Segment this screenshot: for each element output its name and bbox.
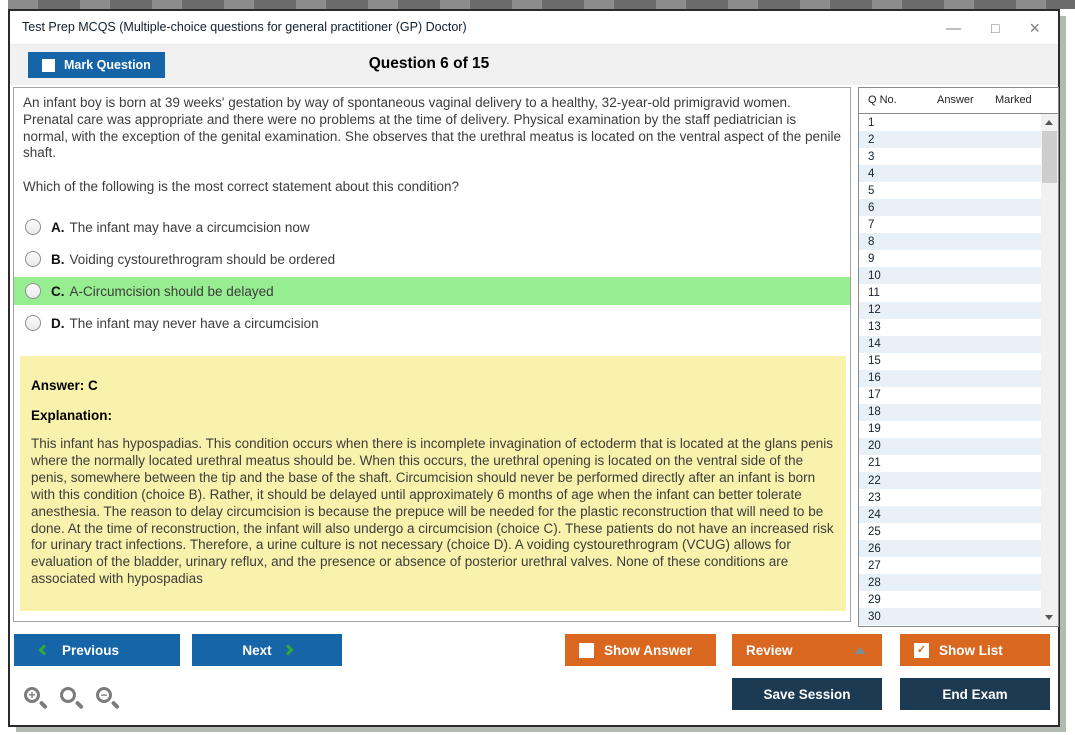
options-list [14, 213, 850, 337]
scroll-up-icon[interactable] [1045, 120, 1053, 125]
cell-qno: 21 [868, 457, 881, 470]
cell-qno: 27 [868, 559, 881, 572]
radio-icon[interactable] [25, 315, 41, 331]
question-list-row[interactable] [859, 591, 1041, 608]
zoom-in-icon[interactable] [24, 687, 50, 713]
save-session-label: Save Session [763, 686, 851, 702]
end-exam-label: End Exam [942, 686, 1008, 702]
cell-qno: 15 [868, 355, 881, 368]
zoom-tools [24, 687, 122, 713]
triangle-up-icon [854, 647, 866, 654]
option-letter: D. [51, 315, 65, 331]
option-c[interactable] [14, 277, 850, 305]
question-list-row[interactable] [859, 165, 1041, 182]
cell-qno: 25 [868, 525, 881, 538]
question-panel [13, 87, 851, 622]
close-icon[interactable]: × [1029, 18, 1040, 38]
question-list-row[interactable] [859, 353, 1041, 370]
question-stem: An infant boy is born at 39 weeks' gestation by way of spontaneous vaginal delivery to a healthy, 32-year-old primigravid women. Prenatal care was appropriate and there were no problems at the time of delivery. Physical examination by the staff pediatrician is normal, with the exception of the genital examination. She observes that the urethral meatus is located on the ventral aspect of the penile shaft. [23, 95, 841, 161]
chevron-left-icon [38, 644, 49, 655]
question-list-row[interactable] [859, 199, 1041, 216]
question-list-row[interactable] [859, 455, 1041, 472]
cell-qno: 1 [868, 116, 875, 129]
cell-qno: 3 [868, 150, 875, 163]
option-letter: B. [51, 251, 65, 267]
cell-qno: 30 [868, 610, 881, 623]
question-list-row[interactable] [859, 438, 1041, 455]
review-button[interactable] [732, 634, 882, 666]
answer-label: Answer: C [31, 378, 98, 393]
app-window [8, 9, 1060, 727]
previous-label: Previous [62, 642, 120, 658]
cell-qno: 6 [868, 201, 875, 214]
cell-qno: 29 [868, 593, 881, 606]
cell-qno: 2 [868, 133, 875, 146]
cell-qno: 8 [868, 235, 875, 248]
question-list-row[interactable] [859, 233, 1041, 250]
cell-qno: 11 [868, 286, 880, 299]
option-d[interactable] [14, 309, 850, 337]
question-list-row[interactable] [859, 250, 1041, 267]
column-header-marked: Marked [995, 94, 1032, 106]
next-label: Next [242, 642, 272, 658]
question-list-row[interactable] [859, 574, 1041, 591]
magnifier-icon[interactable] [60, 687, 86, 713]
cell-qno: 20 [868, 440, 881, 453]
cell-qno: 9 [868, 252, 875, 265]
radio-icon[interactable] [25, 283, 41, 299]
question-list-row[interactable] [859, 114, 1041, 131]
question-list-row[interactable] [859, 370, 1041, 387]
option-letter: C. [51, 283, 65, 299]
cell-qno: 14 [868, 338, 881, 351]
option-text: The infant may never have a circumcision [69, 315, 319, 331]
show-list-label: Show List [939, 642, 1003, 658]
zoom-out-icon[interactable] [96, 687, 122, 713]
save-session-button[interactable] [732, 678, 882, 710]
cell-qno: 10 [868, 269, 881, 282]
question-list-rows [859, 114, 1041, 626]
scroll-down-icon[interactable] [1045, 615, 1053, 620]
window-title: Test Prep MCQS (Multiple-choice questions for general practitioner (GP) Doctor) [22, 20, 467, 34]
radio-icon[interactable] [25, 251, 41, 267]
question-list-row[interactable] [859, 319, 1041, 336]
check-icon: ✓ [916, 643, 927, 656]
question-prompt: Which of the following is the most correct statement about this condition? [23, 179, 459, 195]
window-controls [946, 11, 1040, 45]
cell-qno: 28 [868, 576, 881, 589]
question-list-row[interactable] [859, 608, 1041, 625]
explanation-label: Explanation: [31, 408, 113, 423]
question-list-row[interactable] [859, 404, 1041, 421]
question-list-sidebar [858, 87, 1059, 627]
show-list-button[interactable] [900, 634, 1050, 666]
option-text: Voiding cystourethrogram should be ordered [69, 251, 336, 267]
explanation-box [20, 356, 846, 611]
cell-qno: 7 [868, 218, 875, 231]
question-list-row[interactable] [859, 506, 1041, 523]
magnifier-lens [60, 687, 76, 703]
end-exam-button[interactable] [900, 678, 1050, 710]
title-bar [10, 11, 1058, 45]
minimize-icon[interactable]: — [946, 19, 962, 37]
option-a[interactable] [14, 213, 850, 241]
question-counter: Question 6 of 15 [368, 55, 490, 72]
question-list-row[interactable] [859, 182, 1041, 199]
question-list-row[interactable] [859, 421, 1041, 438]
zoom-out-sign: − [96, 687, 112, 703]
question-list-row[interactable] [859, 387, 1041, 404]
cell-qno: 12 [868, 304, 881, 317]
previous-button[interactable] [14, 634, 180, 666]
question-list-row[interactable] [859, 148, 1041, 165]
cell-qno: 13 [868, 321, 881, 334]
option-text: A-Circumcision should be delayed [69, 283, 274, 299]
option-text: The infant may have a circumcision now [69, 219, 310, 235]
question-list-row[interactable] [859, 557, 1041, 574]
question-list-row[interactable] [859, 472, 1041, 489]
question-list-row[interactable] [859, 302, 1041, 319]
question-list-row[interactable] [859, 216, 1041, 233]
question-list-row[interactable] [859, 336, 1041, 353]
show-list-checkbox-icon[interactable] [914, 643, 929, 658]
question-list-row[interactable] [859, 284, 1041, 301]
question-list [858, 113, 1059, 627]
zoom-in-sign: + [24, 687, 40, 703]
question-list-scrollbar[interactable] [1041, 114, 1058, 626]
show-answer-checkbox-icon[interactable] [579, 643, 594, 658]
cell-qno: 5 [868, 184, 875, 197]
option-letter: A. [51, 219, 65, 235]
chevron-right-icon [282, 644, 293, 655]
cell-qno: 24 [868, 508, 881, 521]
column-header-answer: Answer [937, 94, 974, 106]
header-strip [10, 45, 1058, 85]
cell-qno: 17 [868, 389, 881, 402]
cell-qno: 26 [868, 542, 881, 555]
cell-qno: 16 [868, 372, 881, 385]
question-list-row[interactable] [859, 523, 1041, 540]
cell-qno: 23 [868, 491, 881, 504]
next-button[interactable] [192, 634, 342, 666]
review-label: Review [746, 642, 793, 658]
explanation-text: This infant has hypospadias. This condition occurs when there is incomplete invagination of ectoderm that is located at the glans penis where the normally located urethral meatus should be. When this occurs, the urethral opening is located on the ventral side of the penis, somewhere between the tip and the base of the shaft. Circumcision should never be performed directly after an infant is born with this condition (choice B). Rather, it should be delayed until approximately 6 months of age when the infant can better tolerate anesthesia. The reason to delay circumcision is because the prepuce will be needed for the plastic reconstruction that will need to be done. At the time of reconstruction, the infant will also undergo a circumcision (choice C). These patients do not have an increased risk for urinary tract infections. Therefore, a urine culture is not necessary (choice D). A voiding cystourethrogram (VCUG) allows for evaluation of the bladder, urinary reflux, and the presence or absence of posterior urethral valves. None of these conditions are associated with hypospadias [31, 436, 834, 587]
scrollbar-thumb[interactable] [1042, 131, 1057, 183]
question-list-row[interactable] [859, 267, 1041, 284]
radio-icon[interactable] [25, 219, 41, 235]
background-window-strip [8, 0, 1075, 9]
question-list-row[interactable] [859, 540, 1041, 557]
cell-qno: 18 [868, 406, 881, 419]
option-b[interactable] [14, 245, 850, 273]
cell-qno: 22 [868, 474, 881, 487]
cell-qno: 4 [868, 167, 875, 180]
cell-qno: 19 [868, 423, 881, 436]
maximize-icon[interactable]: □ [991, 20, 1000, 36]
column-header-qno: Q No. [868, 94, 897, 106]
question-list-row[interactable] [859, 131, 1041, 148]
question-list-row[interactable] [859, 489, 1041, 506]
question-list-header [858, 87, 1059, 113]
mark-question-label: Mark Question [64, 58, 151, 72]
show-answer-button[interactable] [565, 634, 716, 666]
show-answer-label: Show Answer [604, 642, 693, 658]
